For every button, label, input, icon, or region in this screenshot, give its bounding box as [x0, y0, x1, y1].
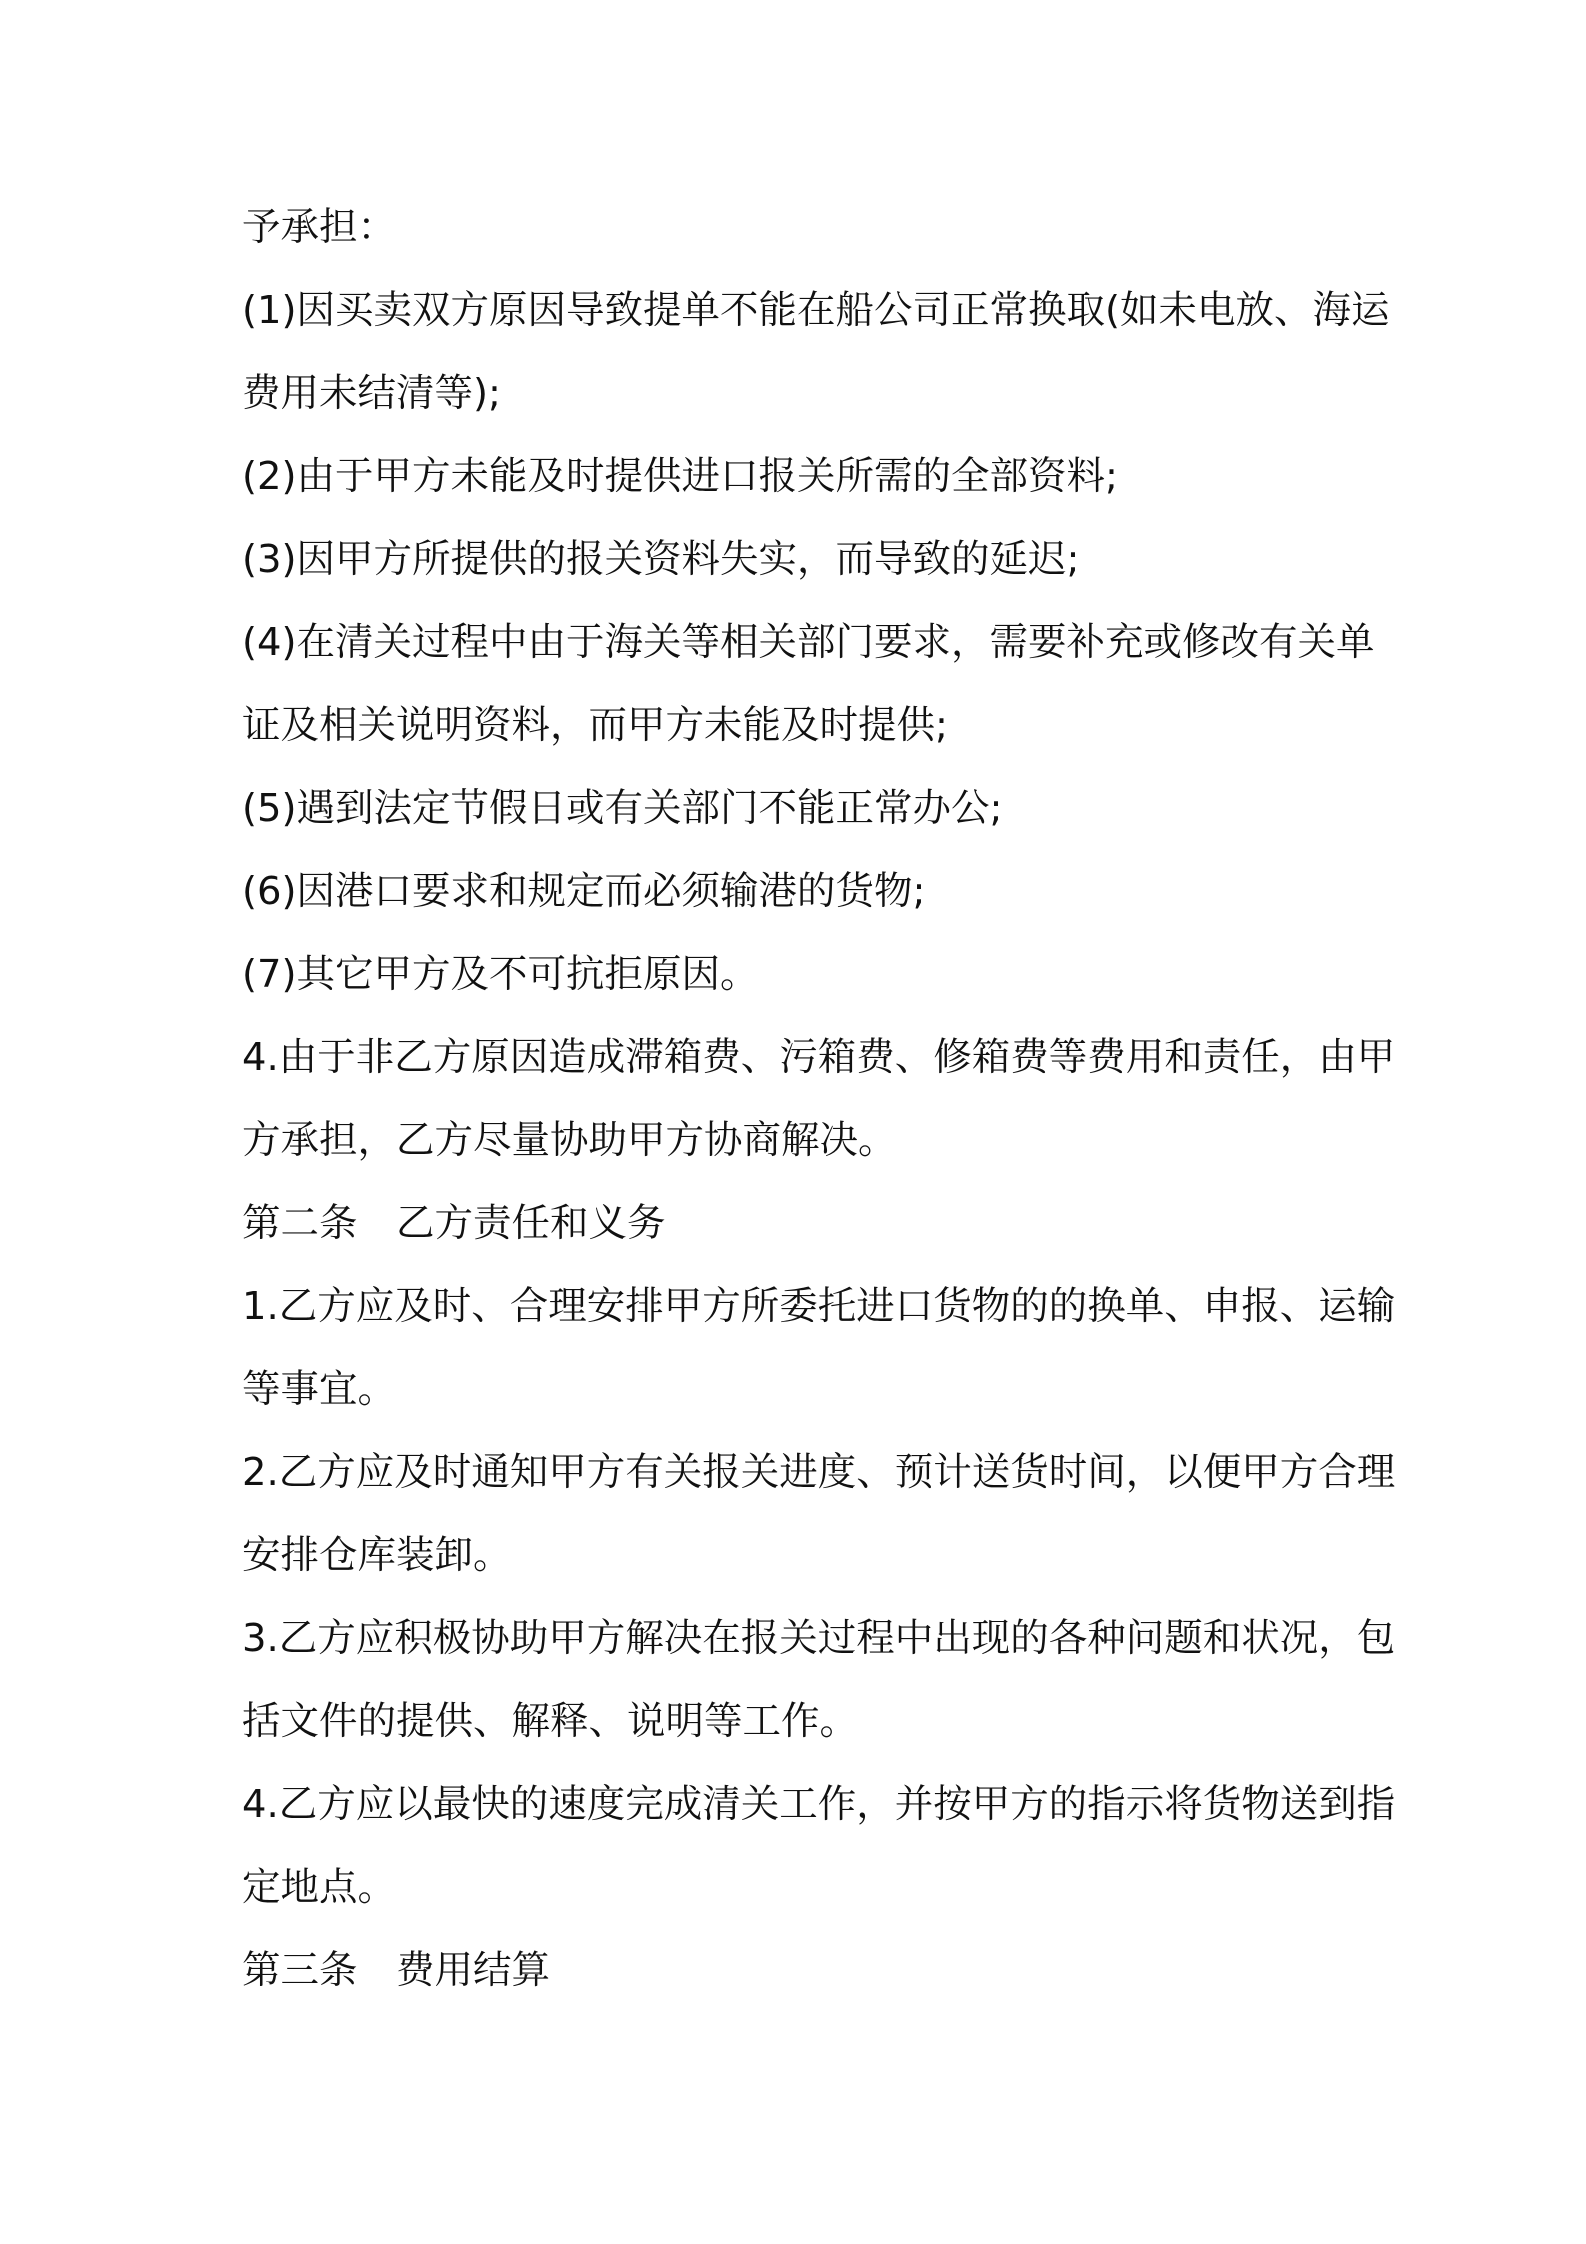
text-line: 方承担，乙方尽量协助甲方协商解决。: [242, 1118, 897, 1163]
text-line: 1.乙方应及时、合理安排甲方所委托进口货物的的换单、申报、运输: [242, 1284, 1396, 1329]
text-line: (3)因甲方所提供的报关资料失实，而导致的延迟;: [242, 537, 1080, 582]
text-line: 等事宜。: [242, 1367, 397, 1412]
text-line: 证及相关说明资料，而甲方未能及时提供;: [242, 703, 948, 748]
text-line: 4.乙方应以最快的速度完成清关工作，并按甲方的指示将货物送到指: [242, 1782, 1396, 1827]
text-line: 费用未结清等);: [242, 371, 501, 416]
text-line: (7)其它甲方及不可抗拒原因。: [242, 952, 759, 997]
text-line: 括文件的提供、解释、说明等工作。: [242, 1699, 859, 1744]
text-line: (2)由于甲方未能及时提供进口报关所需的全部资料;: [242, 454, 1119, 499]
text-line: 4.由于非乙方原因造成滞箱费、污箱费、修箱费等费用和责任，由甲: [242, 1035, 1396, 1080]
text-line: (5)遇到法定节假日或有关部门不能正常办公;: [242, 786, 1003, 831]
text-line: (4)在清关过程中由于海关等相关部门要求，需要补充或修改有关单: [242, 620, 1375, 665]
section-heading: 第二条 乙方责任和义务: [242, 1201, 666, 1246]
text-line: (1)因买卖双方原因导致提单不能在船公司正常换取(如未电放、海运: [242, 288, 1390, 333]
text-line: 2.乙方应及时通知甲方有关报关进度、预计送货时间，以便甲方合理: [242, 1450, 1396, 1495]
text-line: 予承担：: [242, 205, 397, 250]
text-line: 3.乙方应积极协助甲方解决在报关过程中出现的各种问题和状况，包: [242, 1616, 1396, 1661]
text-line: (6)因港口要求和规定而必须输港的货物;: [242, 869, 926, 914]
section-heading: 第三条 费用结算: [242, 1948, 551, 1993]
text-line: 定地点。: [242, 1865, 397, 1910]
text-line: 安排仓库装卸。: [242, 1533, 512, 1578]
